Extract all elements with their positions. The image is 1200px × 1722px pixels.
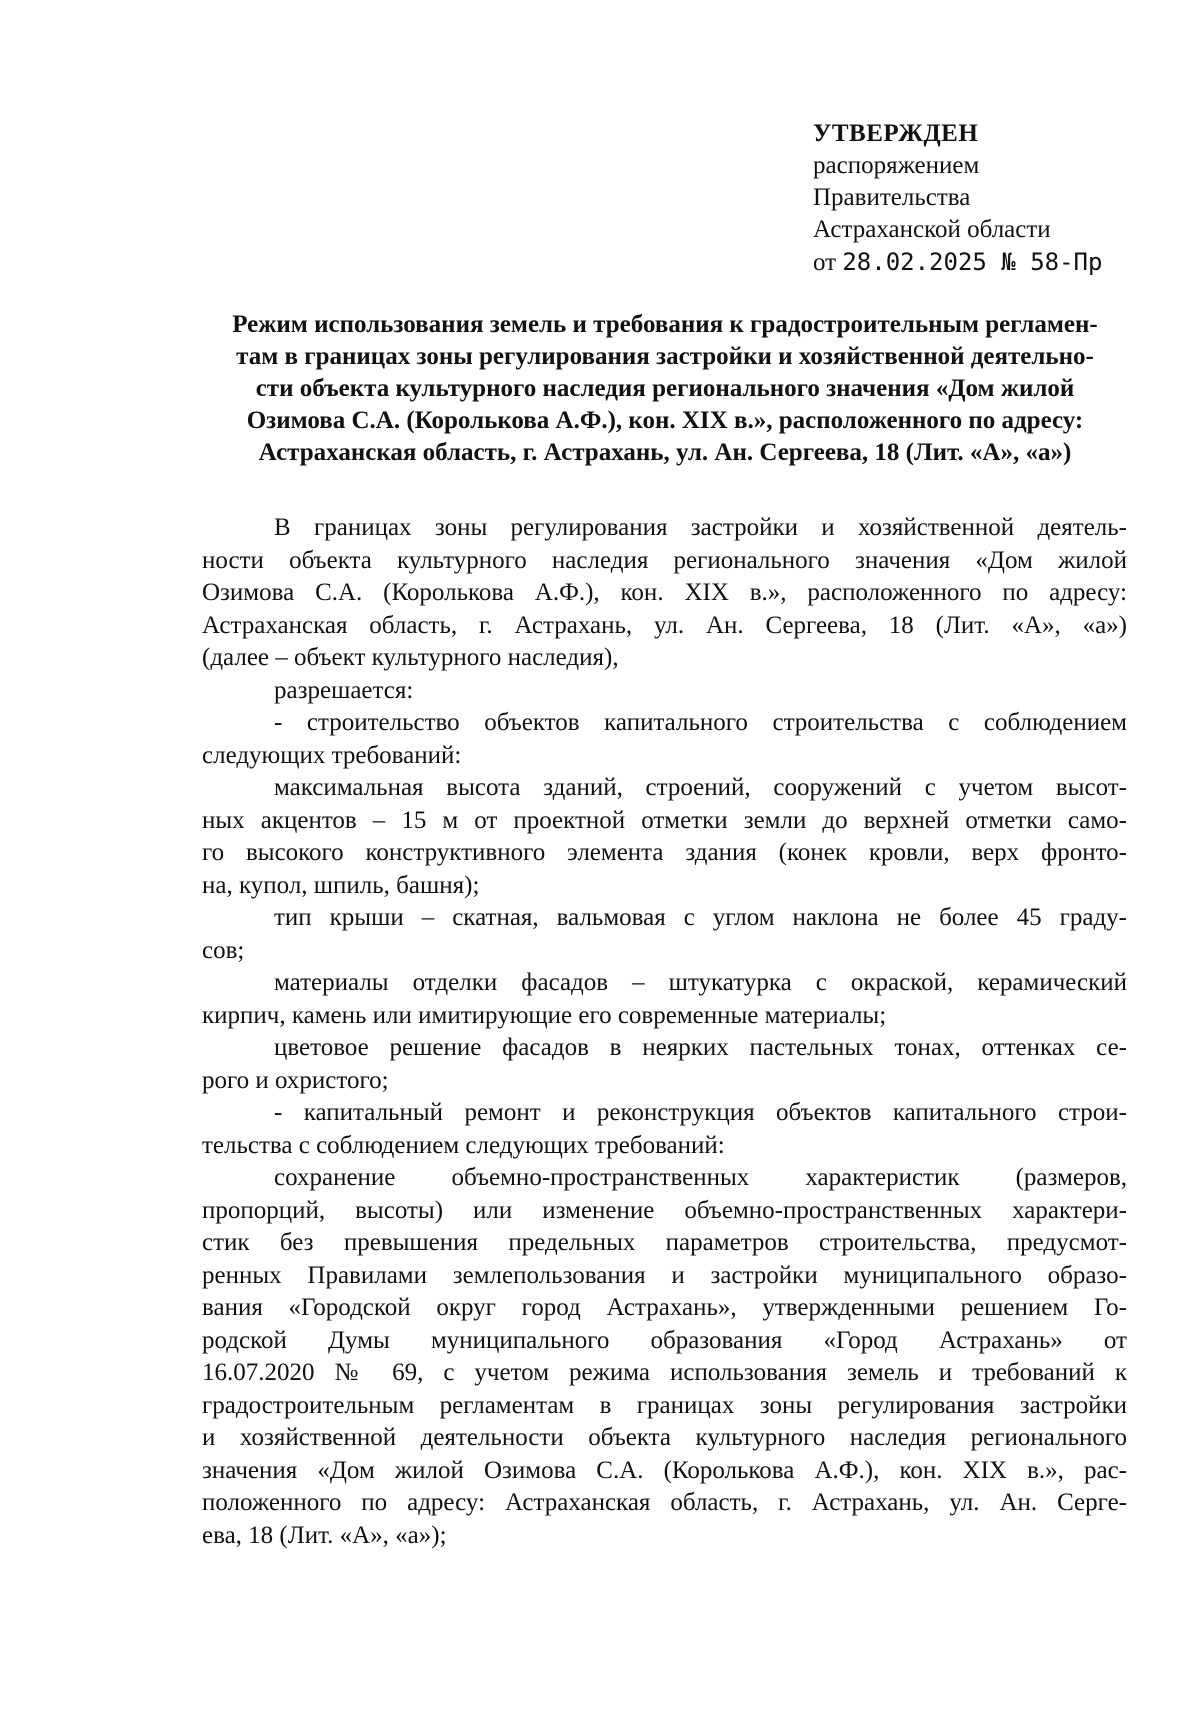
- title-line: Озимова С.А. (Королькова А.Ф.), кон. XIX в.», расположенного по адресу:: [246, 407, 1084, 434]
- body-line: пропорций, высоты) или изменение объемно-пространственных характери-: [202, 1196, 1127, 1224]
- title-line: там в границах зоны регулирования застройки и хозяйственной деятельно-: [236, 343, 1094, 370]
- body-line: 16.07.2020 № 69, с учетом режима использования земель и требований к: [202, 1359, 1127, 1386]
- title-line: Режим использования земель и требования к градостроительным регламен-: [232, 311, 1098, 338]
- body-line: стик без превышения предельных параметров строительства, предусмот-: [202, 1229, 1127, 1256]
- title-line: сти объекта культурного наследия регионального значения «Дом жилой: [255, 375, 1075, 402]
- body-line: рого и охристого;: [202, 1066, 389, 1094]
- body-line: максимальная высота зданий, строений, сооружений с учетом высот-: [274, 774, 1127, 801]
- body-line: материалы отделки фасадов – штукатурка с окраской, керамический: [274, 969, 1127, 996]
- body-line: Озимова С.А. (Королькова А.Ф.), кон. XIX в.», расположенного по адресу:: [202, 579, 1127, 606]
- document-title: [200, 309, 1130, 469]
- order-prefix: от: [813, 249, 837, 276]
- body-line: (далее – объект культурного наследия),: [202, 644, 619, 671]
- body-line: цветовое решение фасадов в неярких пастельных тонах, оттенках се-: [274, 1034, 1127, 1061]
- body-line: положенного по адресу: Астраханская область, г. Астрахань, ул. Ан. Серге-: [202, 1489, 1127, 1516]
- body-line: градостроительным регламентам в границах зоны регулирования застройки: [202, 1391, 1127, 1419]
- body-line: В границах зоны регулирования застройки и хозяйственной деятель-: [274, 514, 1127, 541]
- title-line: Астраханская область, г. Астрахань, ул. Ан. Сергеева, 18 (Лит. «А», «а»): [258, 439, 1072, 466]
- body-line: родской Думы муниципального образования «Город Астрахань» от: [202, 1326, 1127, 1354]
- document-body: [202, 512, 1127, 1552]
- approval-line-region: Астраханской области: [813, 216, 1051, 243]
- body-line: го высокого конструктивного элемента здания (конек кровли, верх фронто-: [202, 839, 1127, 866]
- body-line: ности объекта культурного наследия регионального значения «Дом жилой: [202, 546, 1127, 574]
- approval-line-order: распоряжением: [813, 152, 980, 179]
- body-line: тельства с соблюдением следующих требований:: [202, 1131, 725, 1159]
- body-line: вания «Городской округ город Астрахань», утвержденными решением Го-: [202, 1294, 1127, 1321]
- body-line: разрешается:: [274, 676, 414, 704]
- approved-heading: УТВЕРЖДЕН: [813, 120, 979, 147]
- body-line: значения «Дом жилой Озимова С.А. (Королькова А.Ф.), кон. XIX в.», рас-: [202, 1456, 1127, 1484]
- body-line: сов;: [202, 936, 245, 964]
- body-line: Астраханская область, г. Астрахань, ул. Ан. Сергеева, 18 (Лит. «А», «а»): [202, 611, 1127, 639]
- body-line: и хозяйственной деятельности объекта культурного наследия регионального: [202, 1424, 1127, 1451]
- order-date-and-number: 28.02.2025 № 58-Пр: [842, 248, 1103, 276]
- body-line: ева, 18 (Лит. «А», «а»);: [202, 1521, 447, 1549]
- body-line: следующих требований:: [202, 741, 462, 769]
- body-line: ных акцентов – 15 м от проектной отметки земли до верхней отметки само-: [202, 806, 1127, 834]
- order-date-number: [813, 246, 1173, 279]
- approval-stamp: [813, 118, 1173, 279]
- approval-line-government: Правительства: [813, 184, 971, 211]
- body-line: - строительство объектов капитального строительства с соблюдением: [274, 709, 1127, 736]
- body-line: - капитальный ремонт и реконструкция объектов капитального строи-: [274, 1099, 1127, 1126]
- body-line: сохранение объемно-пространственных характеристик (размеров,: [274, 1164, 1127, 1191]
- body-line: ренных Правилами землепользования и застройки муниципального образо-: [202, 1261, 1127, 1289]
- body-line: кирпич, камень или имитирующие его современные материалы;: [202, 1001, 887, 1029]
- body-line: тип крыши – скатная, вальмовая с углом наклона не более 45 граду-: [274, 904, 1127, 931]
- body-line: на, купол, шпиль, башня);: [202, 871, 480, 899]
